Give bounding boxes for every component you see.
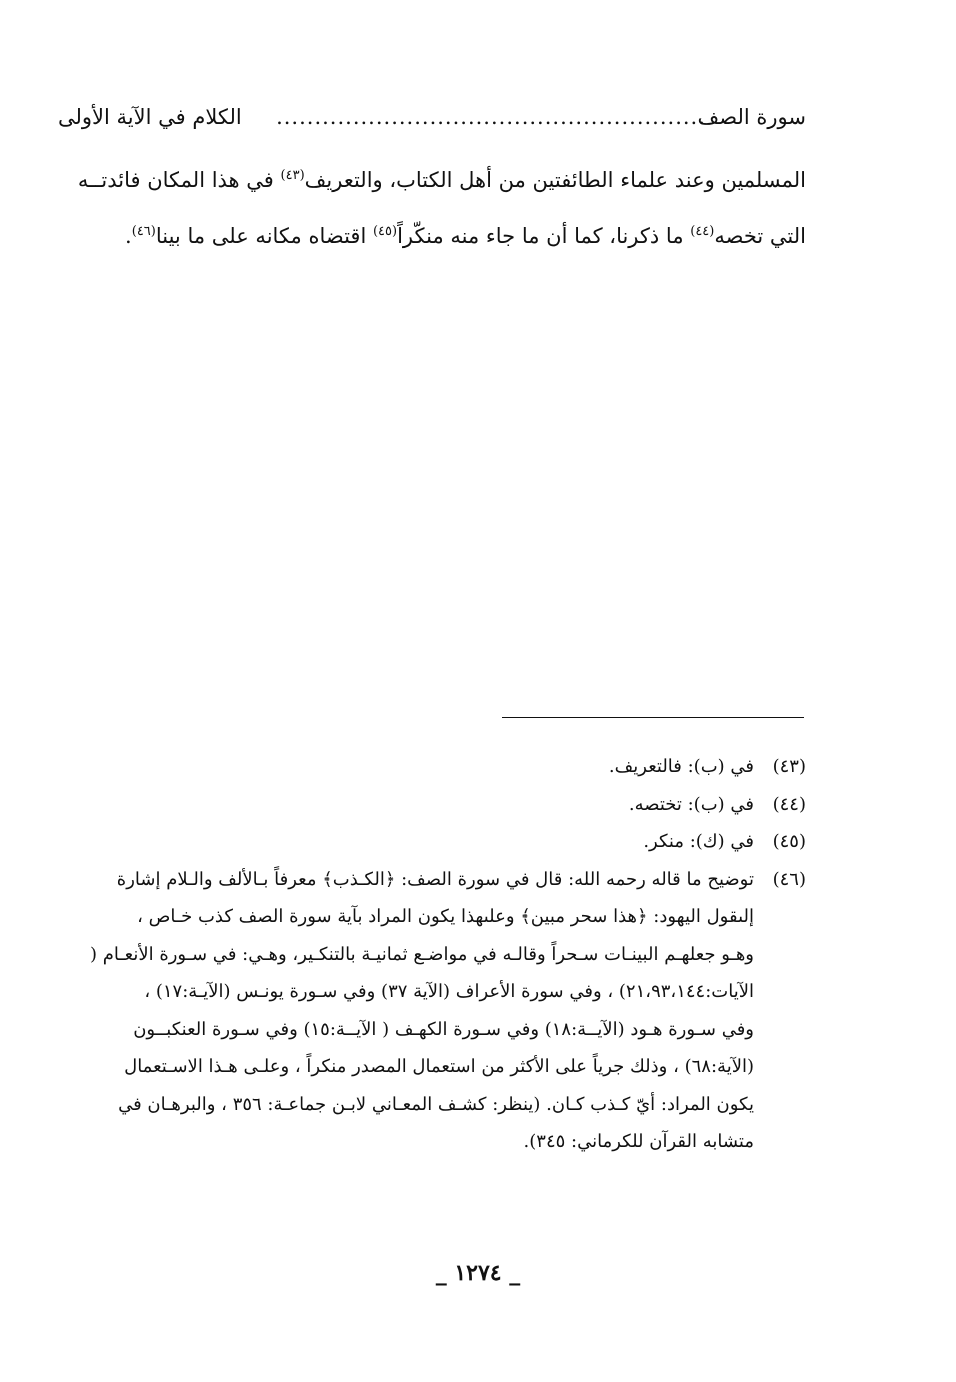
footnote-line: إلىقول اليهود: ﴿هذا سحر مبين﴾ وعلىهذا يكون المراد بآية سورة الصف كذب خـاص ،	[137, 906, 754, 927]
footnote-line: الآيات:٢١،٩٣،١٤٤) ، وفي سورة الأعراف (الآية ٣٧) وفي سـورة يونـس (الآيـة:١٧) ،	[144, 981, 754, 1002]
footnote-ref-45[interactable]: (٤٥)	[372, 224, 398, 239]
footnote-number: (٤٦)	[772, 868, 806, 890]
footnote-46	[58, 861, 806, 1161]
footnote-text: في (ب): تختصه.	[628, 793, 754, 815]
footnote-line: يكون المراد: أيّ كـذب كـان. (ينظر: كشـف المعـاني لابـن جماعـة: ٣٥٦ ، والبرهـان في	[118, 1093, 754, 1115]
footnote-text: في (ك): منكر.	[643, 831, 754, 852]
footnote-43	[58, 748, 806, 786]
footnote-text: في (ب): فالتعريف.	[608, 756, 754, 777]
footnote-ref-46[interactable]: (٤٦)	[131, 224, 156, 239]
footnote-ref-44[interactable]: (٤٤)	[690, 224, 715, 239]
footnote-45	[58, 823, 806, 861]
footnote-number: (٤٥)	[772, 831, 806, 852]
running-header	[58, 100, 806, 134]
footnote-44	[58, 786, 806, 824]
footnotes	[58, 748, 806, 1161]
footnote-line: وهـو جعلهـم البينـات سـحراً وقالـه في مواضـع ثمانيـة بالتنكـير، وهـي: في سـورة الأنعـام (	[89, 943, 754, 965]
footnote-number: (٤٤)	[772, 793, 806, 815]
footnote-line: (الآية:٦٨) ، وذلك جرياً على الأكثر من استعمال المصدر منكراً ، وعلـى هـذا الاسـتعمال	[124, 1056, 754, 1077]
footnote-ref-43[interactable]: (٤٣)	[280, 168, 305, 183]
footnote-separator	[502, 717, 804, 718]
header-surah-name: سورة الصف	[697, 105, 806, 129]
main-text	[58, 152, 806, 264]
page-number: _ ١٢٧٤ _	[435, 1260, 521, 1286]
main-text-line-2: التي تخصه$^{(٤٤)}$ ما ذكرنا، كما أن ما جاء منه منكّراً$^{(٤٥)}$ اقتضاه مكانه على ما بينا$^{(٤٦)}$.	[125, 224, 806, 248]
footnote-line: توضيح ما قاله رحمه الله: قال في سورة الصف: ﴿الكـذب﴾ معرفاً بـالألف والـلام إشارة	[116, 868, 754, 890]
footnote-text	[58, 861, 754, 1161]
main-text-line-1: المسلمين وعند علماء الطائفتين من أهل الكتاب، والتعريف$^{(٤٣)}$ في هذا المكان فائدتــه	[77, 168, 806, 192]
footnote-number: (٤٣)	[772, 756, 806, 777]
footnote-line: متشابه القرآن للكرماني: ٣٤٥).	[523, 1131, 754, 1152]
header-leader-dots: ........................................................	[276, 105, 706, 129]
footnote-line: وفي سـورة هـود (الآيــة:١٨) وفي سـورة الكهـف ( الآيــة:١٥) وفي سـورة العنكبــون	[133, 1018, 754, 1040]
header-topic: الكلام في الآية الأولى	[58, 105, 242, 129]
